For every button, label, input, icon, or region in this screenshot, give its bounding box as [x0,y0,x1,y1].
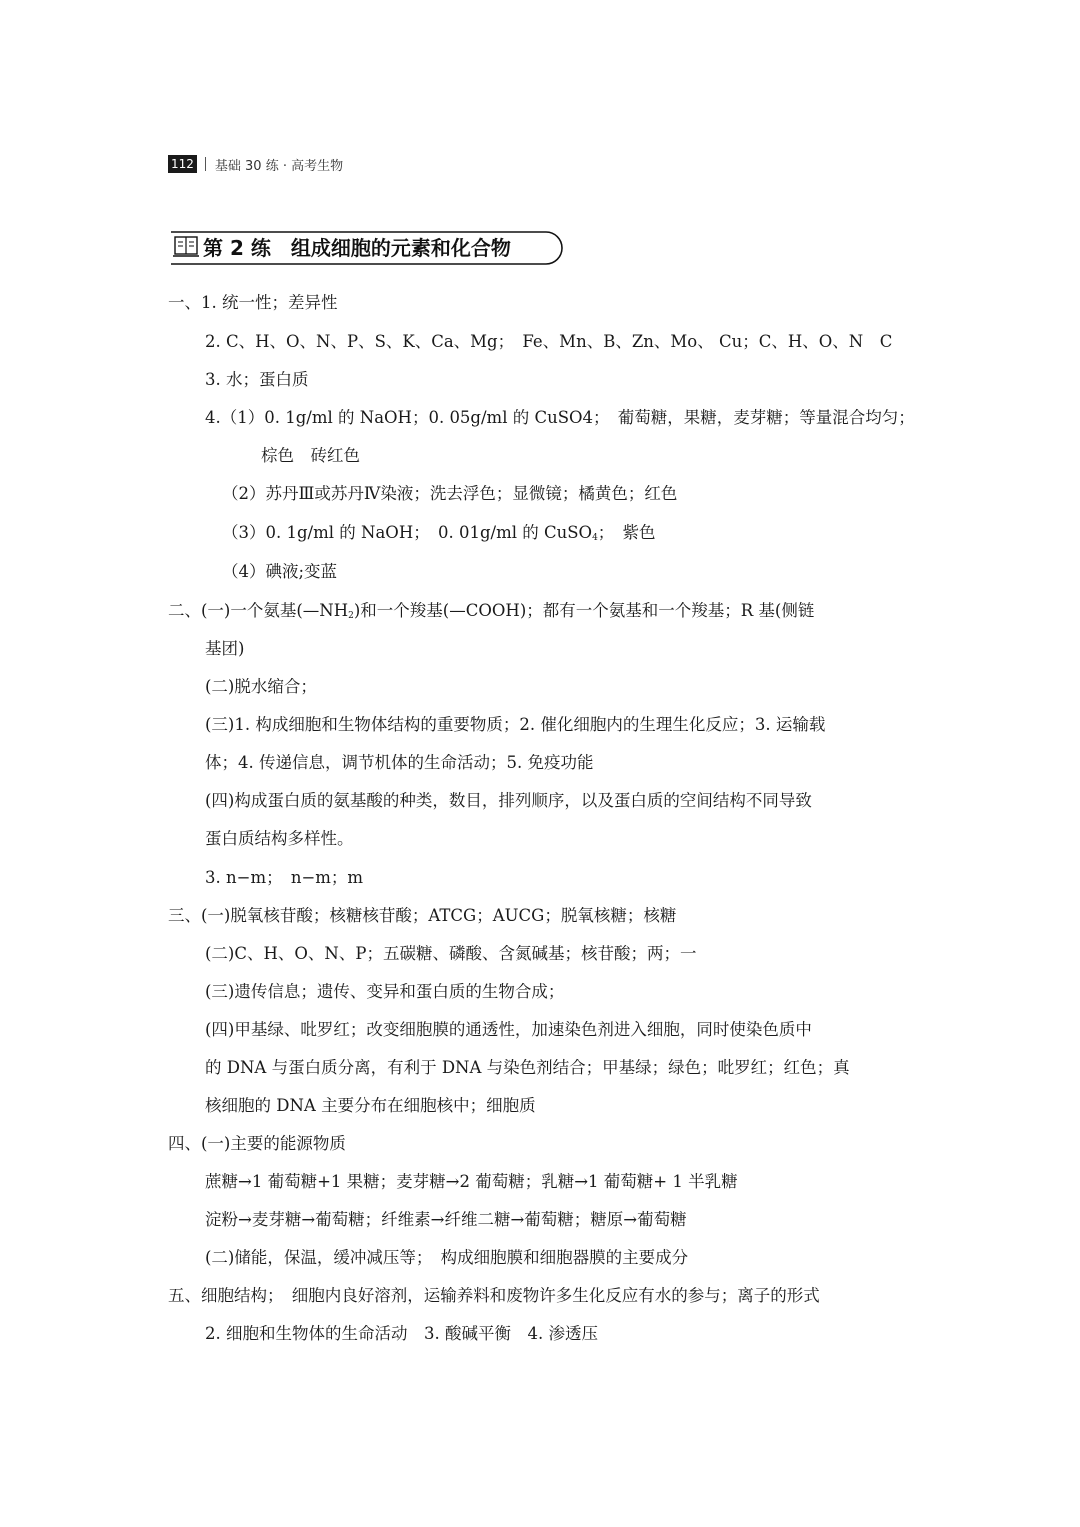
answer-line: 蛋白质结构多样性。 [205,829,354,848]
book-title: 基础 30 练 · 高考生物 [214,158,344,174]
header-divider [205,157,206,171]
answer-line: (三)遗传信息；遗传、变异和蛋白质的生物合成； [205,982,565,1001]
answer-line: (四)甲基绿、吡罗红；改变细胞膜的通透性，加速染色剂进入细胞，同时使染色质中 [205,1020,812,1039]
answer-line: 棕色 砖红色 [261,446,360,465]
answer-line: (二)储能，保温，缓冲减压等； 构成细胞膜和细胞器膜的主要成分 [205,1248,689,1267]
book-icon [172,234,200,260]
answer-line: 四、(一)主要的能源物质 [168,1134,346,1153]
answer-line: 4.（1）0. 1g/ml 的 NaOH；0. 05g/ml 的 CuSO4； 葡萄糖，果糖，麦芽糖；等量混合均匀； [205,408,915,427]
answer-line: （4）碘液;变蓝 [222,562,338,581]
answer-line: (四)构成蛋白质的氨基酸的种类，数目，排列顺序，以及蛋白质的空间结构不同导致 [205,791,812,810]
answer-line: (三)1. 构成细胞和生物体结构的重要物质；2. 催化细胞内的生理生化反应；3. 运输载 [205,715,826,734]
answer-line: 3. n−m； n−m；m [205,868,364,887]
answer-line: （3）0. 1g/ml 的 NaOH； 0. 01g/ml 的 CuSO$_4$； 紫色 [222,523,656,543]
answer-line: 一、1. 统一性；差异性 [168,293,338,312]
answer-line: 淀粉→麦芽糖→葡萄糖；纤维素→纤维二糖→葡萄糖；糖原→葡萄糖 [205,1210,687,1229]
answer-line: 2. C、H、O、N、P、S、K、Ca、Mg； Fe、Mn、B、Zn、Mo、 Cu；C、H、O、N C [205,332,893,351]
answer-line: 3. 水；蛋白质 [205,370,309,389]
answer-line: 2. 细胞和生物体的生命活动 3. 酸碱平衡 4. 渗透压 [205,1324,598,1343]
answer-line: (二)脱水缩合； [205,677,317,696]
answer-line: 蔗糖→1 葡萄糖+1 果糖；麦芽糖→2 葡萄糖；乳糖→1 葡萄糖+ 1 半乳糖 [205,1172,738,1191]
section-title-box [170,231,564,265]
answer-line: 核细胞的 DNA 主要分布在细胞核中；细胞质 [205,1096,536,1115]
answer-line: 三、(一)脱氧核苷酸；核糖核苷酸；ATCG；AUCG；脱氧核糖；核糖 [168,906,677,925]
answer-line: 的 DNA 与蛋白质分离，有利于 DNA 与染色剂结合；甲基绿；绿色；吡罗红；红色；真 [205,1058,850,1077]
answer-line: 二、(一)一个氨基$(—NH_2)$和一个羧基(—COOH)；都有一个氨基和一个羧基；R 基(侧链 [168,601,815,621]
answer-line: 基团) [205,639,245,658]
page-header [168,154,343,174]
section-title: 第 2 练 组成细胞的元素和化合物 [203,236,511,260]
answer-line: (二)C、H、O、N、P；五碳糖、磷酸、含氮碱基；核苷酸；两；一 [205,944,697,963]
page-number: 112 [168,155,197,173]
answer-line: 体；4. 传递信息，调节机体的生命活动；5. 免疫功能 [205,753,594,772]
answer-line: （2）苏丹Ⅲ或苏丹Ⅳ染液；洗去浮色；显微镜；橘黄色；红色 [222,484,678,503]
answer-line: 五、细胞结构； 细胞内良好溶剂，运输养料和废物许多生化反应有水的参与；离子的形式 [168,1286,820,1305]
